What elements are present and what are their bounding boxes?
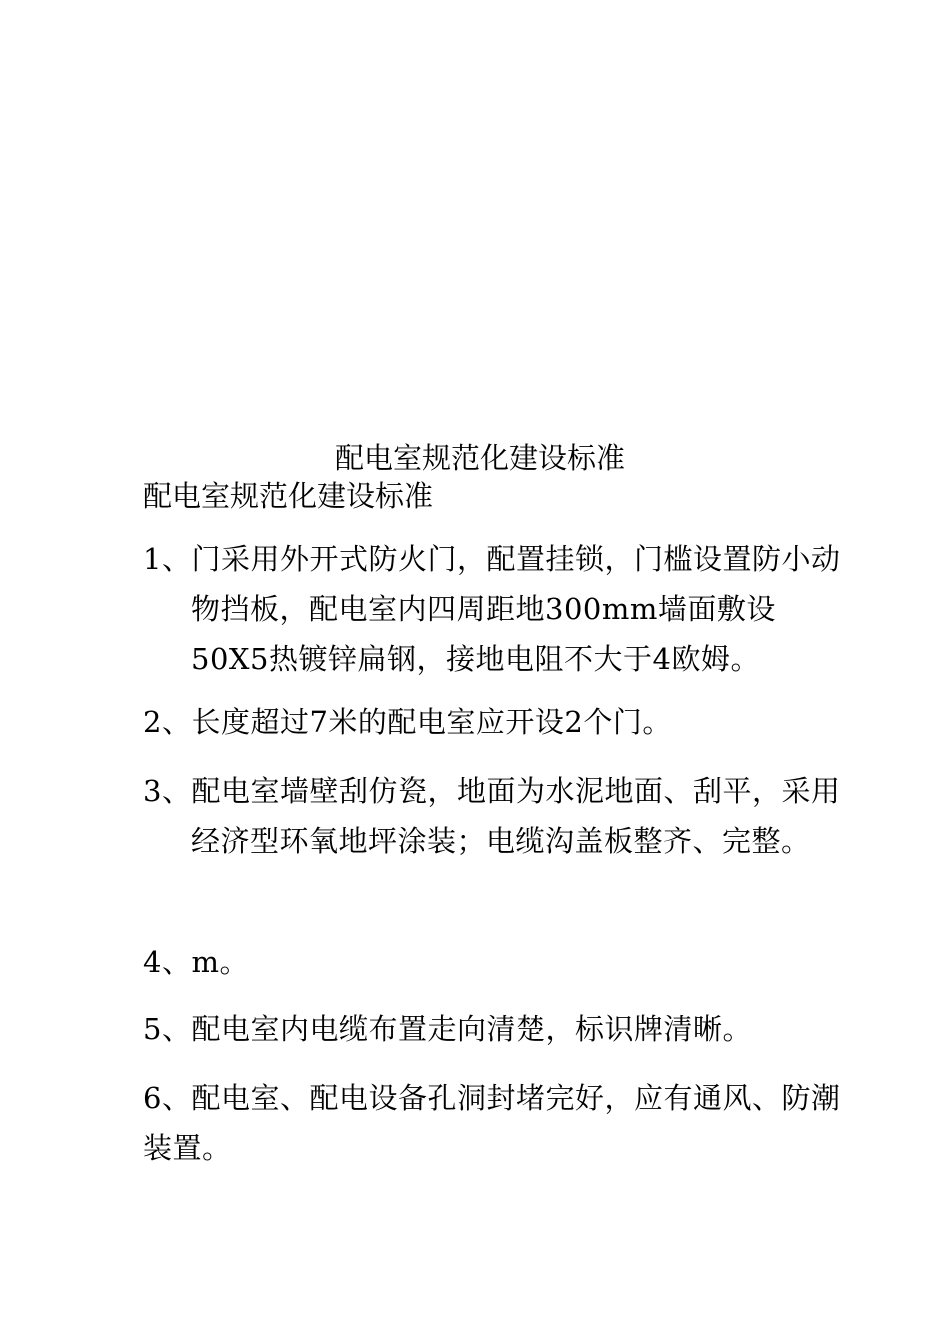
item-number: 3、: [143, 774, 192, 808]
list-item: [143, 697, 843, 747]
document-subtitle: 配电室规范化建设标准: [143, 479, 434, 513]
list-item: [143, 766, 843, 866]
item-number: 6、: [143, 1081, 192, 1115]
list-item: [143, 534, 843, 684]
item-text: 长度超过7米的配电室应开设2个门。: [191, 705, 672, 739]
item-text: 门采用外开式防火门，配置挂锁，门槛设置防小动物挡板，配电室内四周距地300mm墙面敷设50X5热镀锌扁钢，接地电阻不大于4欧姆。: [191, 542, 841, 676]
list-item: [143, 1073, 843, 1173]
item-text: 配电室内电缆布置走向清楚，标识牌清晰。: [191, 1012, 752, 1046]
document-title: 配电室规范化建设标准: [334, 441, 625, 475]
item-text: 配电室、配电设备孔洞封堵完好，应有通风、防潮装置。: [143, 1081, 841, 1165]
item-number: 1、: [143, 542, 192, 576]
item-number: 4、: [143, 945, 192, 979]
item-text: m。: [191, 945, 249, 979]
item-number: 5、: [143, 1012, 192, 1046]
item-text: 配电室墙壁刮仿瓷，地面为水泥地面、刮平，采用经济型环氧地坪涂装；电缆沟盖板整齐、完整。: [191, 774, 841, 858]
list-item: [143, 1004, 843, 1054]
list-item: [143, 937, 843, 987]
item-number: 2、: [143, 705, 192, 739]
